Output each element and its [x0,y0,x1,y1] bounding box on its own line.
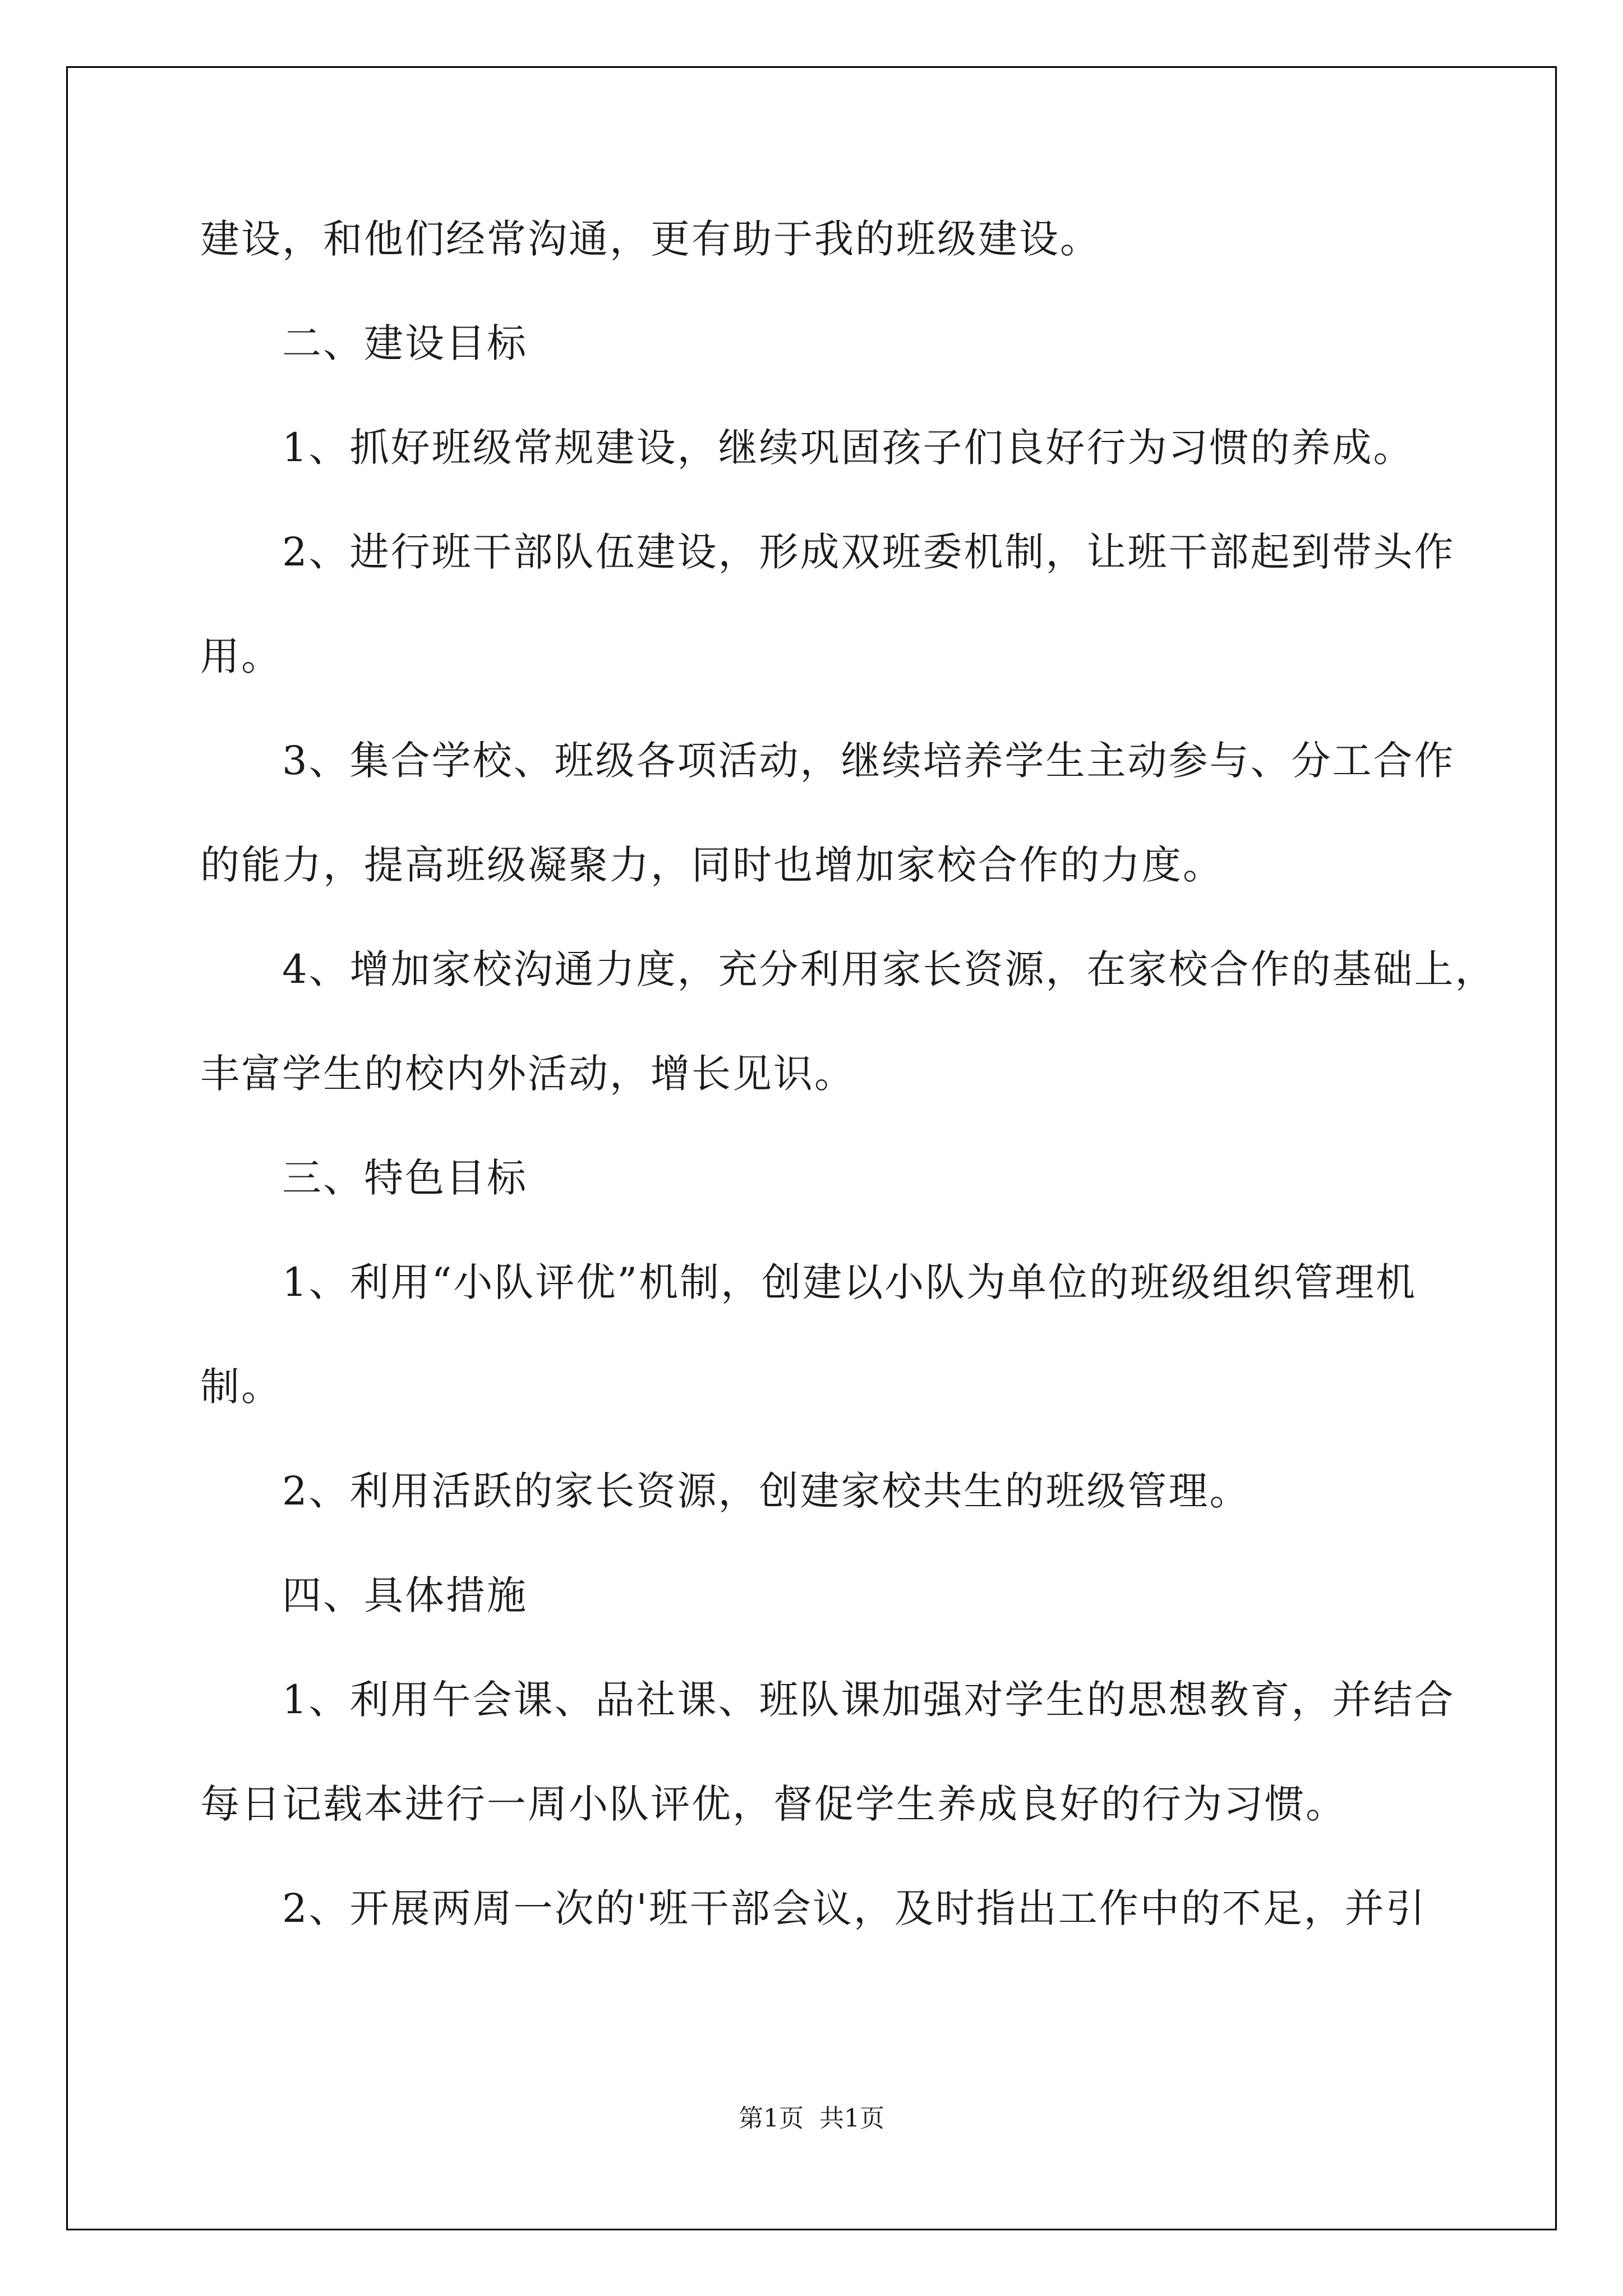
paragraph [200,1465,1434,1517]
section-heading [200,1152,1434,1204]
section-heading [200,1570,1434,1621]
paragraph [200,526,1455,682]
paragraph-line: 四、具体措施 [282,1572,528,1618]
paragraph-line: 三、特色目标 [282,1155,528,1201]
paragraph-line: 1、利用“小队评优”机制，创建以小队为单位的班级组织管理机 [282,1259,1417,1305]
paragraph-line: 每日记载本进行一周小队评优，督促学生养成良好的行为习惯。 [200,1781,1347,1827]
paragraph-line: 制。 [200,1364,282,1410]
paragraph-line: 二、建设目标 [282,320,528,366]
paragraph-line: 建设，和他们经常沟通，更有助于我的班级建设。 [200,216,1101,262]
paragraph-line: 用。 [200,633,282,679]
paragraph [200,735,1455,891]
paragraph-line: 2、进行班干部队伍建设，形成双班委机制，让班干部起到带头作 [282,529,1455,575]
paragraph-line: 2、开展两周一次的'班干部会议，及时指出工作中的不足，并引 [282,1885,1427,1931]
page-number: 第1页 共1页 [739,2104,884,2133]
paragraph [200,1883,1434,1934]
paragraph [200,944,1496,1099]
paragraph-line: 的能力，提高班级凝聚力，同时也增加家校合作的力度。 [200,842,1224,888]
page-footer [0,2098,1623,2134]
paragraph-line: 丰富学生的校内外活动，增长见识。 [200,1051,855,1097]
paragraph-line: 4、增加家校沟通力度，充分利用家长资源，在家校合作的基础上， [282,946,1496,992]
paragraph-line: 1、抓好班级常规建设，继续巩固孩子们良好行为习惯的养成。 [282,425,1414,471]
paragraph [200,1257,1434,1412]
paragraph [200,422,1434,473]
paragraph-line: 3、集合学校、班级各项活动，继续培养学生主动参与、分工合作 [282,738,1455,784]
paragraph-line: 1、利用午会课、品社课、班队课加强对学生的思想教育，并结合 [282,1677,1455,1723]
section-heading [200,318,1434,369]
paragraph-line: 2、利用活跃的家长资源，创建家校共生的班级管理。 [282,1468,1251,1514]
paragraph [200,1674,1455,1830]
document-body [200,213,1496,1934]
paragraph [200,213,1434,265]
